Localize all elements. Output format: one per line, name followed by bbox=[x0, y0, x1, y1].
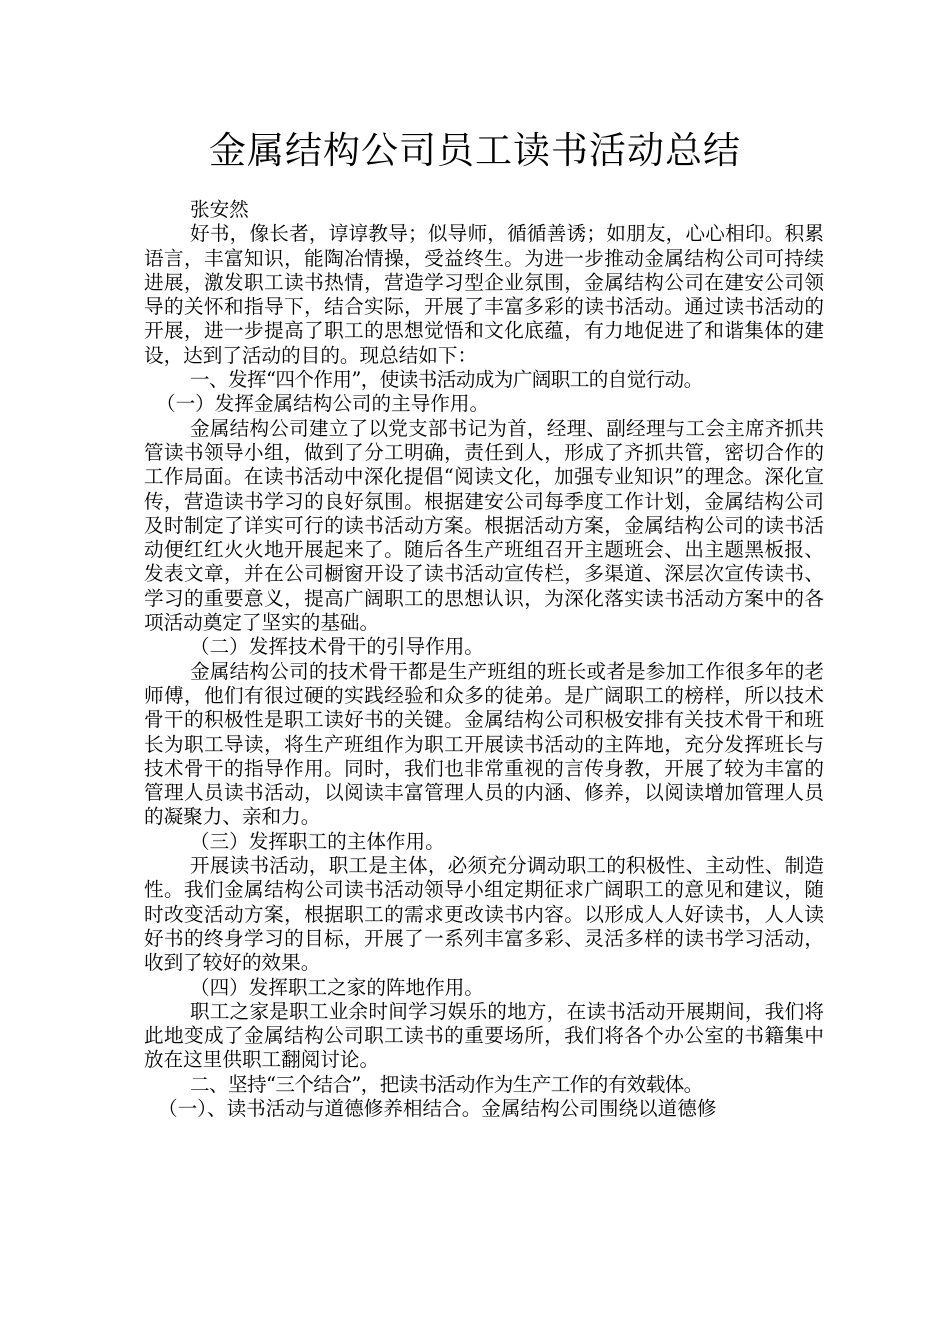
section-heading-2: 二、坚持“三个结合”，把读书活动作为生产工作的有效载体。 bbox=[190, 1072, 703, 1096]
paragraph-1-2: 金属结构公司的技术骨干都是生产班组的班长或者是参加工作很多年的老师傅，他们有很过硬的实践经验和众多的徒弟。是广阔职工的榜样，所以技术骨干的积极性是职工读好书的关键。金属结构公司积极安排有关技术骨干和班长为职工导读，将生产班组作为职工开展读书活动的主阵地，充分发挥班长与技术骨干的指导作用。同时，我们也非常重视的言传身教，开展了较为丰富的管理人员读书活动，以阅读丰富管理人员的内涵、修养，以阅读增加管理人员的凝聚力、亲和力。 bbox=[144, 659, 824, 829]
subheading-1-1: （一）发挥金属结构公司的主导作用。 bbox=[156, 392, 490, 416]
section-heading-1: 一、发挥“四个作用”，使读书活动成为广阔职工的自觉行动。 bbox=[190, 368, 703, 392]
paragraph-2-1: （一）、读书活动与道德修养相结合。金属结构公司围绕以道德修 bbox=[158, 1096, 717, 1120]
paragraph-1-3: 开展读书活动，职工是主体，必须充分调动职工的积极性、主动性、制造性。我们金属结构公司读书活动领导小组定期征求广阔职工的意见和建议，随时改变活动方案，根据职工的需求更改读书内容。以形成人人好读书，人人读好书的终身学习的目标，开展了一系列丰富多彩、灵活多样的读书学习活动，收到了较好的效果。 bbox=[144, 854, 824, 975]
document-title: 金属结构公司员工读书活动总结 bbox=[209, 129, 741, 172]
subheading-1-3: （三）发挥职工的主体作用。 bbox=[190, 829, 445, 853]
document-body bbox=[144, 198, 824, 1121]
subheading-1-2: （二）发挥技术骨干的引导作用。 bbox=[190, 635, 484, 659]
author-name: 张安然 bbox=[190, 198, 249, 221]
paragraph-1-1: 金属结构公司建立了以党支部书记为首，经理、副经理与工会主席齐抓共管读书领导小组，做到了分工明确，责任到人，形成了齐抓共管，密切合作的工作局面。在读书活动中深化提倡“阅读文化，加强专业知识”的理念。深化宣传，营造读书学习的良好氛围。根据建安公司每季度工作计划，金属结构公司及时制定了详实可行的读书活动方案。根据活动方案，金属结构公司的读书活动便红红火火地开展起来了。随后各生产班组召开主题班会、出主题黑板报、发表文章，并在公司橱窗开设了读书活动宣传栏，多渠道、深层次宣传读书、学习的重要意义，提高广阔职工的思想认识，为深化落实读书活动方案中的各项活动奠定了坚实的基础。 bbox=[144, 416, 824, 635]
paragraph-1-4: 职工之家是职工业余时间学习娱乐的地方，在读书活动开展期间，我们将此地变成了金属结构公司职工读书的重要场所，我们将各个办公室的书籍集中放在这里供职工翻阅讨论。 bbox=[144, 999, 824, 1072]
paragraph-intro: 好书，像长者，谆谆教导；似导师，循循善诱；如朋友，心心相印。积累语言，丰富知识，能陶冶情操，受益终生。为进一步推动金属结构公司可持续进展，激发职工读书热情，营造学习型企业氛围，金属结构公司在建安公司领导的关怀和指导下，结合实际，开展了丰富多彩的读书活动。通过读书活动的开展，进一步提高了职工的思想觉悟和文化底蕴，有力地促进了和谐集体的建设，达到了活动的目的。现总结如下： bbox=[144, 222, 824, 367]
subheading-1-4: （四）发挥职工之家的阵地作用。 bbox=[190, 975, 484, 999]
